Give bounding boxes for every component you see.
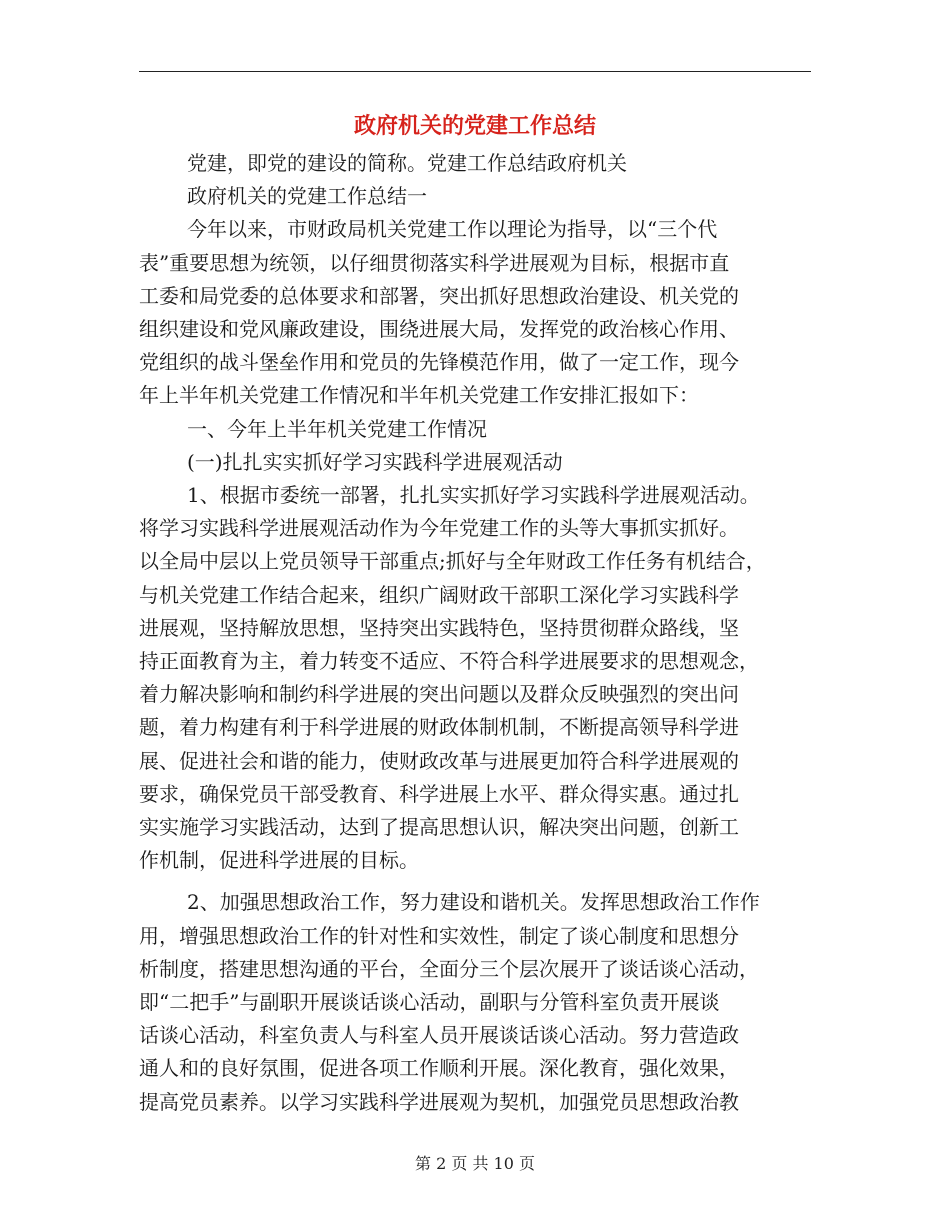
paragraph-line: 要求，确保党员干部受教育、科学进展上水平、群众得实惠。通过扎: [139, 781, 739, 806]
subsection-heading: (一)扎扎实实抓好学习实践科学进展观活动: [187, 449, 563, 474]
section-heading: 一、今年上半年机关党建工作情况: [187, 416, 487, 441]
paragraph-line: 党建，即党的建设的简称。党建工作总结政府机关: [187, 151, 627, 175]
paragraph-line: 即“二把手”与副职开展谈话谈心活动，副职与分管科室负责开展谈: [139, 990, 720, 1015]
paragraph-line: 1、根据市委统一部署，扎扎实实抓好学习实践科学进展观活动。: [187, 483, 760, 508]
paragraph-line: 组织建设和党风廉政建设，围绕进展大局，发挥党的政治核心作用、: [139, 317, 739, 342]
paragraph-line: 党组织的战斗堡垒作用和党员的先锋模范作用，做了一定工作，现今: [139, 350, 739, 375]
paragraph-line: 提高党员素养。以学习实践科学进展观为契机，加强党员思想政治教: [139, 1089, 739, 1114]
paragraph-line: 今年以来，市财政局机关党建工作以理论为指导，以“三个代: [187, 217, 718, 242]
paragraph-line: 实实施学习实践活动，达到了提高思想认识，解决突出问题，创新工: [139, 815, 739, 840]
document-body: [139, 147, 814, 1119]
paragraph-line: 通人和的良好氛围，促进各项工作顺利开展。深化教育，强化效果，: [139, 1056, 739, 1081]
paragraph-line: 析制度，搭建思想沟通的平台，全面分三个层次展开了谈话谈心活动，: [139, 956, 759, 981]
paragraph-line: 进展观，坚持解放思想，坚持突出实践特色，坚持贯彻群众路线，坚: [139, 615, 739, 640]
page-number: 第 2 页 共 10 页: [415, 1154, 535, 1173]
document-title: 政府机关的党建工作总结: [353, 113, 596, 139]
paragraph-line: 表”重要思想为统领，以仔细贯彻落实科学进展观为目标，根据市直: [139, 250, 730, 275]
paragraph-line: 持正面教育为主，着力转变不适应、不符合科学进展要求的思想观念，: [139, 649, 759, 674]
paragraph-line: 话谈心活动，科室负责人与科室人员开展谈话谈心活动。努力营造政: [139, 1023, 739, 1048]
paragraph-line: 以全局中层以上党员领导干部重点;抓好与全年财政工作任务有机结合，: [139, 549, 766, 574]
paragraph-line: 与机关党建工作结合起来，组织广阔财政干部职工深化学习实践科学: [139, 582, 739, 607]
paragraph-line: 政府机关的党建工作总结一: [187, 184, 427, 209]
paragraph-line: 用，增强思想政治工作的针对性和实效性，制定了谈心制度和思想分: [139, 923, 739, 948]
paragraph-line: 作机制，促进科学进展的目标。: [139, 848, 419, 873]
paragraph-line: 将学习实践科学进展观活动作为今年党建工作的头等大事抓实抓好。: [139, 516, 739, 541]
paragraph-line: 展、促进社会和谐的能力，使财政改革与进展更加符合科学进展观的: [139, 748, 739, 773]
paragraph-line: 工委和局党委的总体要求和部署，突出抓好思想政治建设、机关党的: [139, 283, 739, 308]
paragraph-line: 2、加强思想政治工作，努力建设和谐机关。发挥思想政治工作作: [187, 890, 760, 915]
paragraph-line: 着力解决影响和制约科学进展的突出问题以及群众反映强烈的突出问: [139, 682, 739, 707]
paragraph-line: 题，着力构建有利于科学进展的财政体制机制，不断提高领导科学进: [139, 715, 739, 740]
paragraph-line: 年上半年机关党建工作情况和半年机关党建工作安排汇报如下：: [139, 383, 699, 408]
header-rule: [139, 71, 811, 72]
